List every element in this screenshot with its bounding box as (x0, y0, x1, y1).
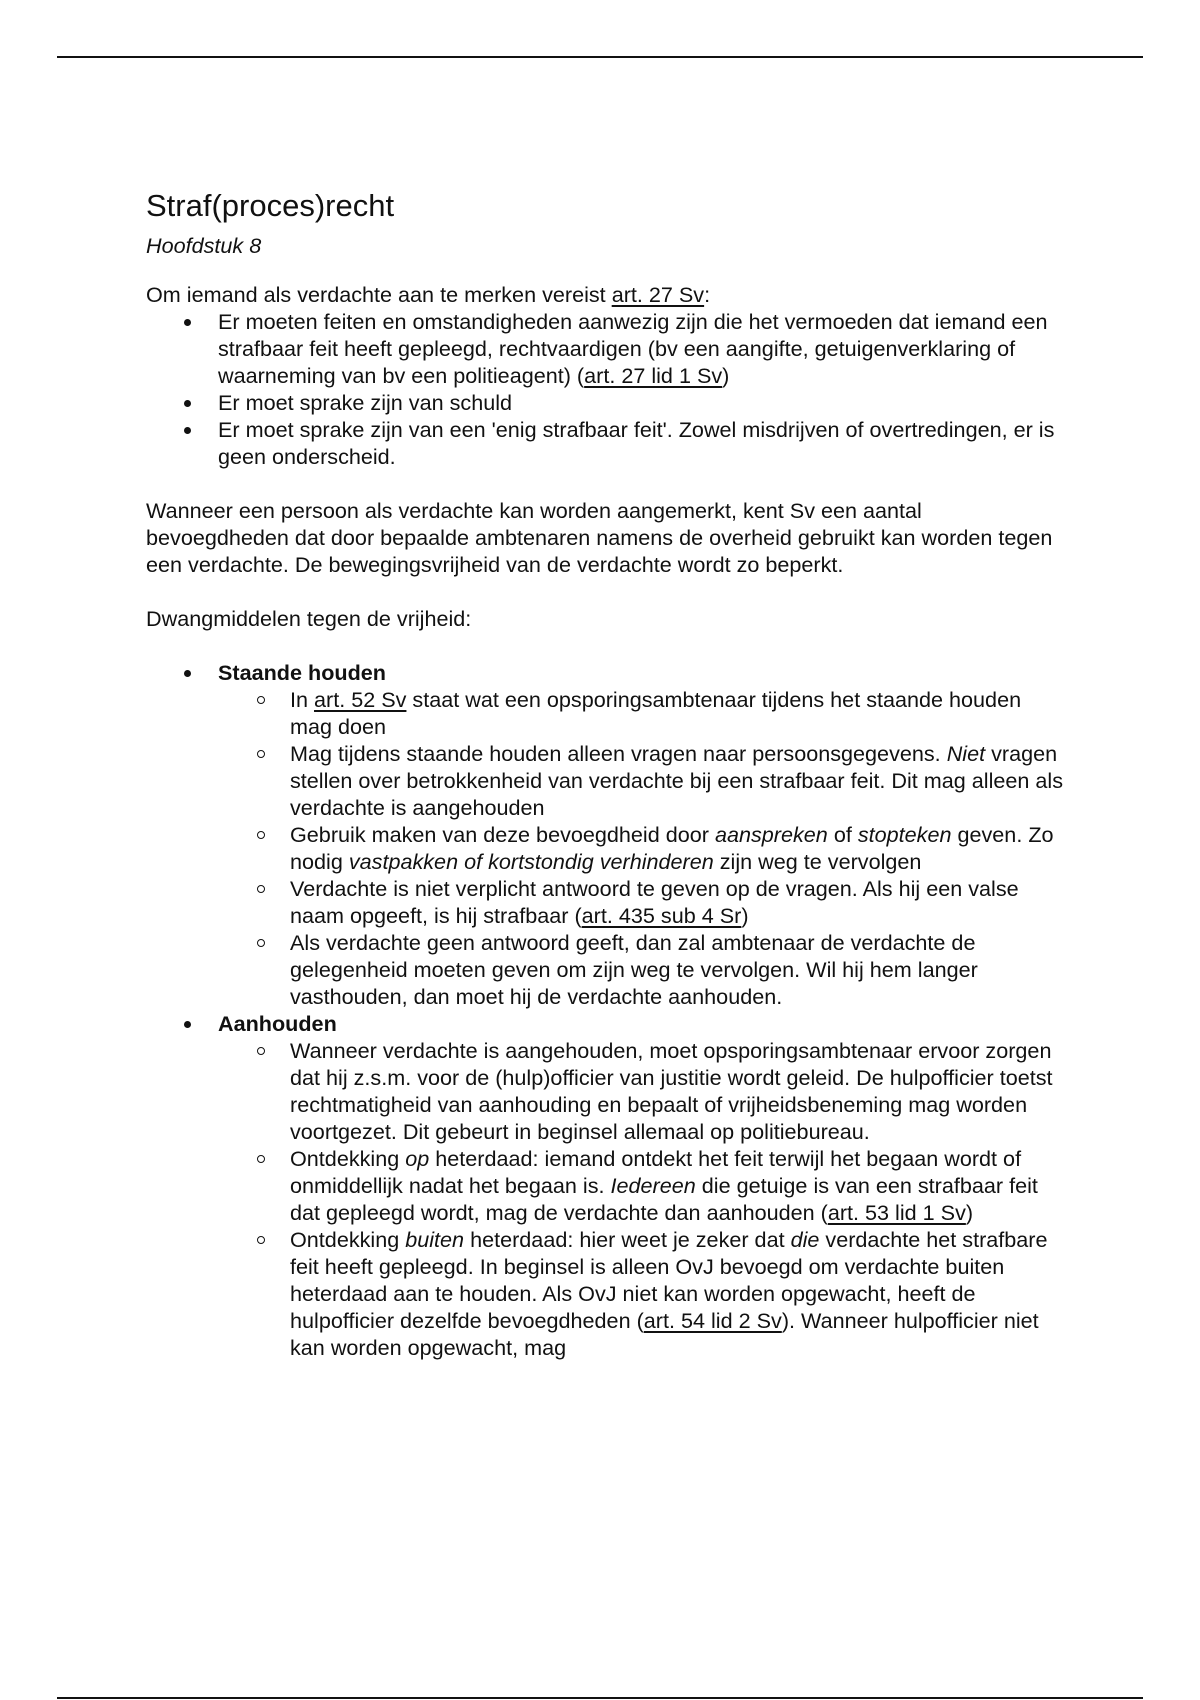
list-item: Wanneer verdachte is aangehouden, moet opsporingsambtenaar ervoor zorgen dat hij z.s.m. voor de (hulp)officier van justitie wordt geleid. De hulpofficier toetst rechtmatigheid van aanhouding en bepaalt of vrijheidsbeneming mag worden voortgezet. Dit gebeurt in beginsel allemaal op politiebureau. (146, 1037, 1066, 1145)
list-item: Mag tijdens staande houden alleen vragen naar persoonsgegevens. Niet vragen stellen over betrokkenheid van verdachte bij een strafbaar feit. Dit mag alleen als verdachte is aangehouden (146, 740, 1066, 821)
article-reference: art. 53 lid 1 Sv (827, 1200, 966, 1225)
page-content (146, 186, 1066, 1361)
list-item: Er moet sprake zijn van een 'enig strafbaar feit'. Zowel misdrijven of overtredingen, er is geen onderscheid. (146, 416, 1066, 470)
bullet-icon (184, 427, 191, 434)
hollow-bullet-icon (257, 939, 265, 947)
chapter-subtitle: Hoofdstuk 8 (146, 233, 262, 258)
sub-list (218, 686, 1066, 1010)
section-staande-houden (146, 659, 1066, 1010)
bullet-icon (184, 319, 191, 326)
article-reference: art. 27 Sv (611, 282, 705, 307)
list-item: Gebruik maken van deze bevoegdheid door aanspreken of stopteken geven. Zo nodig vastpakken of kortstondig verhinderen zijn weg te vervolgen (146, 821, 1066, 875)
hollow-bullet-icon (257, 831, 265, 839)
section-heading: Aanhouden (218, 1011, 337, 1036)
article-reference: art. 54 lid 2 Sv (643, 1308, 782, 1333)
requirements-list (146, 308, 1066, 470)
header-rule (57, 56, 1143, 58)
footer-rule (57, 1697, 1143, 1699)
hollow-bullet-icon (257, 750, 265, 758)
list-item: In art. 52 Sv staat wat een opsporingsambtenaar tijdens het staande houden mag doen (146, 686, 1066, 740)
hollow-bullet-icon (257, 696, 265, 704)
article-reference: art. 52 Sv (314, 687, 407, 712)
bullet-icon (184, 1021, 191, 1028)
list-item: Ontdekking buiten heterdaad: hier weet je zeker dat die verdachte het strafbare feit heeft gepleegd. In beginsel is alleen OvJ bevoegd om verdachte buiten heterdaad aan te houden. Als OvJ niet kan worden opgewacht, heeft de hulpofficier dezelfde bevoegdheden (art. 54 lid 2 Sv). Wanneer hulpofficier niet kan worden opgewacht, mag (146, 1226, 1066, 1361)
hollow-bullet-icon (257, 1155, 265, 1163)
list-item: Ontdekking op heterdaad: iemand ontdekt het feit terwijl het begaan wordt of onmiddellijk nadat het begaan is. Iedereen die getuige is van een strafbaar feit dat gepleegd wordt, mag de verdachte dan aanhouden (art. 53 lid 1 Sv) (146, 1145, 1066, 1226)
hollow-bullet-icon (257, 1236, 265, 1244)
list-item: Er moeten feiten en omstandigheden aanwezig zijn die het vermoeden dat iemand een strafbaar feit heeft gepleegd, rechtvaardigen (bv een aangifte, getuigenverklaring of waarneming van bv een politieagent) (art. 27 lid 1 Sv) (146, 308, 1066, 389)
coercive-measures-list (146, 659, 1066, 1361)
article-reference: art. 435 sub 4 Sr (581, 903, 742, 928)
body-paragraph: Wanneer een persoon als verdachte kan worden aangemerkt, kent Sv een aantal bevoegdheden dat door bepaalde ambtenaren namens de overheid gebruikt kan worden tegen een verdachte. De bewegingsvrijheid van de verdachte wordt zo beperkt. (146, 498, 1053, 577)
section-heading: Staande houden (218, 660, 386, 685)
hollow-bullet-icon (257, 1047, 265, 1055)
page-title: Straf(proces)recht (146, 188, 395, 223)
body-paragraph: Dwangmiddelen tegen de vrijheid: (146, 606, 472, 631)
hollow-bullet-icon (257, 885, 265, 893)
sub-list (218, 1037, 1066, 1361)
intro-paragraph: Om iemand als verdachte aan te merken vereist art. 27 Sv: (146, 282, 711, 307)
bullet-icon (184, 670, 191, 677)
article-reference: art. 27 lid 1 Sv (584, 363, 723, 388)
list-item: Er moet sprake zijn van schuld (146, 389, 1066, 416)
list-item: Als verdachte geen antwoord geeft, dan zal ambtenaar de verdachte de gelegenheid moeten geven om zijn weg te vervolgen. Wil hij hem langer vasthouden, dan moet hij de verdachte aanhouden. (146, 929, 1066, 1010)
list-item: Verdachte is niet verplicht antwoord te geven op de vragen. Als hij een valse naam opgeeft, is hij strafbaar (art. 435 sub 4 Sr) (146, 875, 1066, 929)
bullet-icon (184, 400, 191, 407)
section-aanhouden (146, 1010, 1066, 1361)
